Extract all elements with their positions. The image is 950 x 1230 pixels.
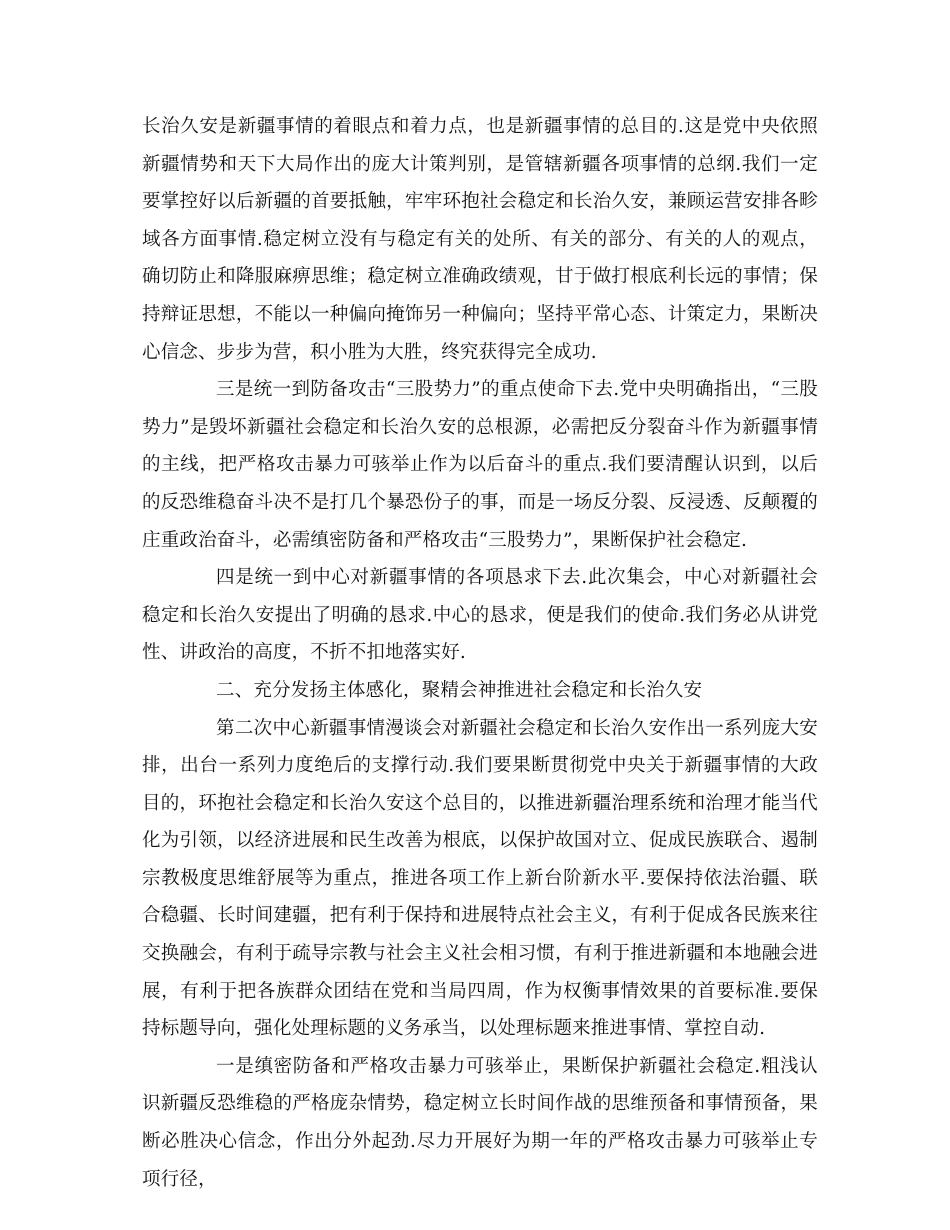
paragraph-4: 第二次中心新疆事情漫谈会对新疆社会稳定和长治久安作出一系列庞大安排，出台一系列力度绝后的支撑行动.我们要果断贯彻党中央关于新疆事情的大政目的，环抱社会稳定和长治久安这个总目的，以推进新疆治理系统和治理才能当代化为引领，以经济进展和民生改善为根底，以保护故国对立、促成民族联合、遏制宗教极度思维舒展等为重点，推进各项工作上新台阶新水平.要保持依法治疆、联合稳疆、长时间建疆，把有利于保持和进展特点社会主义，有利于促成各民族来往交换融会，有利于疏导宗教与社会主义社会相习惯，有利于推进新疆和本地融会进展，有利于把各族群众团结在党和当局四周，作为权衡事情效果的首要标准.要保持标题导向，强化处理标题的义务承当，以处理标题来推进事情、掌控自动. xyxy=(142,717,818,1040)
paragraph-5: 一是缜密防备和严格攻击暴力可骇举止，果断保护新疆社会稳定.粗浅认识新疆反恐维稳的严格庞杂情势，稳定树立长时间作战的思维预备和事情预备，果断必胜决心信念，作出分外起劲.尽力开展好为期一年的严格攻击暴力可骇举止专项行径， xyxy=(142,1055,818,1190)
document-body xyxy=(142,108,818,1198)
paragraph-3: 四是统一到中心对新疆事情的各项恳求下去.此次集会，中心对新疆社会稳定和长治久安提出了明确的恳求.中心的恳求，便是我们的使命.我们务必从讲党性、讲政治的高度，不折不扣地落实好. xyxy=(142,567,818,664)
paragraph-1: 长治久安是新疆事情的着眼点和着力点，也是新疆事情的总目的.这是党中央依照新疆情势和天下大局作出的庞大计策判别，是管辖新疆各项事情的总纲.我们一定要掌控好以后新疆的首要抵触，牢牢环抱社会稳定和长治久安，兼顾运营安排各畛域各方面事情.稳定树立没有与稳定有关的处所、有关的部分、有关的人的观点，确切防止和降服麻痹思维；稳定树立准确政绩观，甘于做打根底利长远的事情；保持辩证思想，不能以一种偏向掩饰另一种偏向；坚持平常心态、计策定力，果断决心信念、步步为营，积小胜为大胜，终究获得完全成功. xyxy=(142,116,818,363)
paragraph-2: 三是统一到防备攻击“三股势力”的重点使命下去.党中央明确指出，“三股势力”是毁坏新疆社会稳定和长治久安的总根源，必需把反分裂奋斗作为新疆事情的主线，把严格攻击暴力可骇举止作为以后奋斗的重点.我们要清醒认识到，以后的反恐维稳奋斗决不是打几个暴恐份子的事，而是一场反分裂、反浸透、反颠覆的庄重政治奋斗，必需缜密防备和严格攻击“三股势力”，果断保护社会稳定. xyxy=(142,379,818,551)
section-heading: 二、充分发扬主体感化，聚精会神推进社会稳定和长治久安 xyxy=(216,679,703,701)
